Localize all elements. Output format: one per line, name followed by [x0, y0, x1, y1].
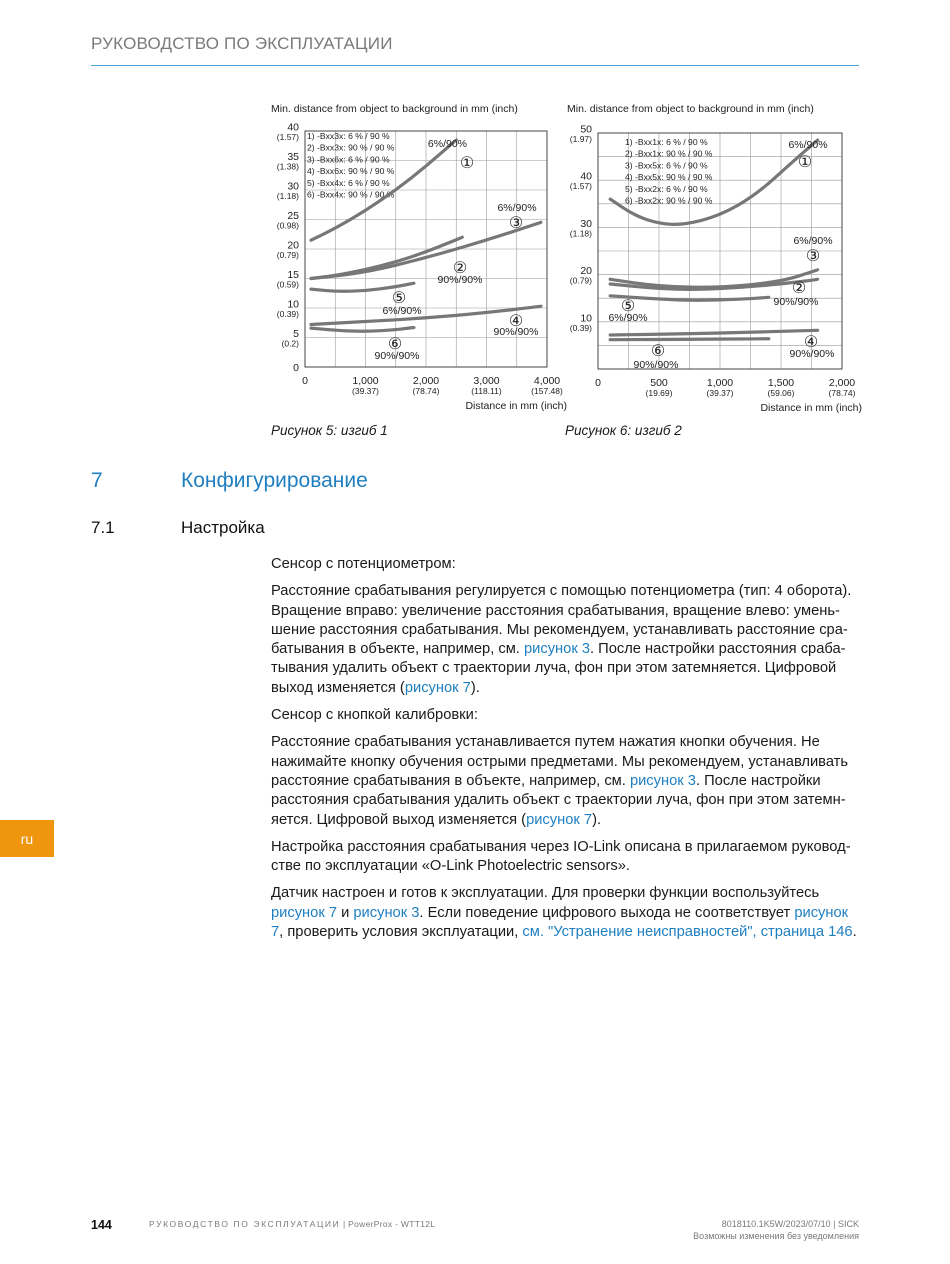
x-tick-inch-label: (118.11) — [471, 386, 502, 396]
legend-entry: 3) -Bxx5x: 6 % / 90 % — [625, 160, 708, 171]
curve-label: 6%/90% — [497, 202, 537, 214]
subsection-number: 7.1 — [91, 518, 115, 537]
x-tick-inch-label: (78.74) — [412, 386, 440, 396]
x-tick-inch-label: (19.69) — [645, 388, 673, 398]
curve-label: 90%/90% — [374, 350, 420, 362]
chart-title: Min. distance from object to background in mm (inch) — [567, 103, 814, 115]
y-tick-inch-label: (0.39) — [276, 309, 299, 319]
x-tick-label: 500 — [650, 377, 668, 389]
link-figure-3[interactable]: рисунок 3 — [353, 904, 420, 921]
text-run: ). — [592, 811, 602, 828]
x-tick-label: 3,000 — [473, 375, 500, 387]
y-tick-label: 10 — [580, 312, 592, 325]
y-tick-label: 10 — [287, 298, 299, 311]
link-figure-7[interactable]: рисунок 7 — [404, 679, 471, 696]
curve-label: 6%/90% — [793, 235, 833, 247]
footer-doc-title — [149, 1219, 435, 1229]
link-figure-7[interactable]: рисунок 7 — [526, 811, 593, 828]
y-tick-inch-label: (1.18) — [569, 228, 592, 239]
y-tick-label: 20 — [287, 239, 299, 252]
footer-doc-info — [693, 1218, 859, 1242]
curve-number-marker: ⑥ — [650, 341, 666, 360]
text-run: Датчик настроен и готов к эксплуатации. Для проверки функции воспользуйтесь — [271, 885, 820, 902]
paragraph-io-link: Настройка расстояния срабатывания через IO-Link описана в прилагаемом руководстве по эксплуатации «O-Link Photoelectric sensors». — [271, 838, 851, 875]
x-tick-inch-label: (59.06) — [767, 388, 795, 398]
header-divider — [91, 65, 859, 66]
section-title: Конфигурирование — [181, 469, 368, 492]
curve-label: 90%/90% — [437, 274, 483, 286]
figure-5-caption: Рисунок 5: изгиб 1 — [271, 423, 388, 438]
x-axis-label: Distance in mm (inch) — [760, 402, 862, 414]
running-header-title: РУКОВОДСТВО ПО ЭКСПЛУАТАЦИИ — [91, 34, 393, 53]
y-tick-inch-label: (0.98) — [276, 220, 299, 231]
text-run: , проверить условия эксплуатации, — [279, 924, 523, 941]
series-curve-4 — [610, 330, 817, 335]
legend-entry: 6) -Bxx4x: 90 % / 90 % — [307, 189, 395, 200]
curve-label: 6%/90% — [608, 312, 648, 324]
x-tick-label: 4,000 — [533, 375, 561, 387]
legend-entry: 3) -Bxx6x: 6 % / 90 % — [307, 154, 390, 165]
text-run: . Если поведение цифрового выхода не соответствует — [419, 904, 795, 921]
curve-label: 90%/90% — [789, 348, 835, 360]
y-tick-inch-label: (0.79) — [276, 250, 299, 260]
curve-label: 6%/90% — [788, 139, 828, 151]
figure-6-chart — [558, 95, 868, 420]
curve-number-marker: ③ — [508, 213, 524, 232]
legend-entry: 6) -Bxx2x: 90 % / 90 % — [625, 195, 713, 206]
series-curve-6 — [311, 327, 414, 331]
y-tick-inch-label: (1.97) — [569, 134, 592, 144]
curve-number-marker: ⑥ — [387, 334, 403, 353]
text-run: ). — [470, 679, 480, 696]
figure-5-chart — [262, 95, 572, 420]
curve-label: 90%/90% — [773, 296, 819, 308]
y-tick-label: 50 — [580, 123, 592, 136]
text-run: . — [852, 924, 857, 941]
x-tick-label: 2,000 — [412, 375, 440, 387]
y-tick-label: 40 — [287, 121, 299, 134]
curve-number-marker: ④ — [803, 332, 819, 351]
footer-notice: Возможны изменения без уведомления — [693, 1231, 859, 1241]
link-figure-3[interactable]: рисунок 3 — [523, 641, 590, 658]
footer-product: PowerProx - WTT12L — [348, 1219, 436, 1229]
legend-entry: 1) -Bxx3x: 6 % / 90 % — [307, 131, 390, 141]
paragraph-potentiometer — [271, 582, 863, 698]
footer-title: РУКОВОДСТВО ПО ЭКСПЛУАТАЦИИ — [149, 1219, 341, 1229]
legend-entry: 1) -Bxx1x: 6 % / 90 % — [625, 137, 708, 147]
link-figure-7[interactable]: рисунок 7 — [271, 904, 338, 921]
x-tick-label: 1,000 — [352, 375, 379, 387]
curve-label: 6%/90% — [427, 138, 467, 150]
y-tick-inch-label: (0.39) — [569, 322, 592, 333]
paragraph-teach-heading: Сенсор с кнопкой калибровки: — [271, 707, 478, 724]
legend-entry: 2) -Bxx1x: 90 % / 90 % — [625, 148, 713, 159]
y-tick-label: 40 — [580, 170, 592, 183]
x-tick-label: 0 — [595, 377, 601, 389]
curve-number-marker: ② — [452, 258, 468, 277]
link-troubleshooting[interactable]: см. "Устранение неисправностей", страница 146 — [522, 924, 853, 941]
y-tick-label: 25 — [287, 210, 299, 222]
legend-entry: 4) -Bxx5x: 90 % / 90 % — [625, 172, 713, 183]
subsection-title: Настройка — [181, 518, 265, 537]
x-tick-label: 0 — [302, 375, 308, 387]
x-axis-label: Distance in mm (inch) — [465, 400, 567, 412]
x-tick-inch-label: (157.48) — [531, 386, 563, 396]
y-tick-inch-label: (0.79) — [569, 275, 592, 286]
paragraph-ready — [271, 884, 863, 942]
x-tick-label: 1,000 — [706, 377, 734, 389]
section-number: 7 — [91, 469, 103, 492]
paragraph-potentiometer-heading: Сенсор с потенциометром: — [271, 556, 456, 572]
y-tick-inch-label: (0.59) — [276, 279, 299, 290]
x-tick-label: 2,000 — [828, 377, 856, 389]
y-tick-label: 35 — [287, 151, 299, 163]
y-tick-inch-label: (1.57) — [569, 181, 592, 192]
curve-number-marker: ① — [459, 153, 475, 172]
link-figure-7[interactable]: рисунок 7 — [271, 904, 849, 941]
y-tick-label: 20 — [580, 265, 592, 278]
y-tick-label: 5 — [293, 328, 299, 340]
curve-number-marker: ③ — [805, 246, 821, 265]
legend-entry: 2) -Bxx3x: 90 % / 90 % — [307, 142, 395, 153]
curve-number-marker: ④ — [508, 311, 524, 330]
text-run: . После настройки расстояния срабатывания удалить объект с траектории луча, фон при этом затемняется. Цифровой выход изменяется ( — [271, 772, 846, 828]
language-tab[interactable]: ru — [0, 820, 54, 857]
curve-number-marker: ⑤ — [620, 296, 636, 315]
y-tick-label: 15 — [287, 269, 299, 281]
footer-separator: | — [340, 1219, 349, 1229]
page-number: 144 — [91, 1218, 112, 1232]
x-tick-inch-label: (39.37) — [706, 388, 734, 398]
y-tick-inch-label: (1.18) — [276, 191, 299, 201]
text-run: Расстояние срабатывания регулируется с помощью потенциометра (тип: 4 оборота). Вращение вправо: увеличение расстояния срабатывания, вращение влево: уменьшение расстояния срабатывания. Мы рекомендуем, устанавливать расстояние срабатывания в объекте, например, см. — [271, 583, 852, 658]
figure-6-caption: Рисунок 6: изгиб 2 — [565, 423, 682, 438]
x-tick-inch-label: (39.37) — [352, 386, 379, 396]
text-run: Расстояние срабатывания устанавливается путем нажатия кнопки обучения. Не нажимайте кнопку обучения острыми предметами. Мы рекомендуем, устанавливать расстояние срабатывания в объекте, например, см. — [271, 734, 849, 789]
y-tick-inch-label: (1.38) — [276, 161, 299, 172]
curve-label: 90%/90% — [633, 359, 679, 371]
x-tick-label: 1,500 — [767, 377, 795, 389]
legend-entry: 5) -Bxx2x: 6 % / 90 % — [625, 183, 708, 194]
link-figure-3[interactable]: рисунок 3 — [629, 772, 696, 789]
y-tick-label: 0 — [293, 362, 299, 374]
y-tick-label: 30 — [580, 217, 592, 230]
y-tick-inch-label: (0.2) — [281, 338, 299, 349]
legend-entry: 4) -Bxx6x: 90 % / 90 % — [307, 166, 395, 177]
body-text — [271, 555, 863, 950]
footer-doc-id: 8018110.1K5W/2023/07/10 | SICK — [721, 1219, 859, 1229]
curve-number-marker: ② — [791, 278, 807, 297]
curve-label: 6%/90% — [382, 305, 422, 317]
paragraph-teach — [271, 733, 863, 829]
chart-title: Min. distance from object to background in mm (inch) — [271, 103, 518, 115]
series-curve-2 — [311, 237, 462, 278]
y-tick-label: 30 — [287, 180, 299, 193]
x-tick-inch-label: (78.74) — [828, 388, 856, 398]
series-curve-6 — [610, 339, 769, 340]
legend-entry: 5) -Bxx4x: 6 % / 90 % — [307, 177, 390, 188]
curve-number-marker: ① — [797, 152, 813, 171]
curve-label: 90%/90% — [493, 326, 539, 338]
text-run: и — [337, 904, 354, 921]
curve-number-marker: ⑤ — [391, 288, 407, 307]
y-tick-inch-label: (1.57) — [276, 132, 299, 142]
text-run: . После настройки расстояния срабатывания удалить объект с траектории луча, фон при этом затемняется. Цифровой выход изменяется ( — [271, 641, 846, 696]
